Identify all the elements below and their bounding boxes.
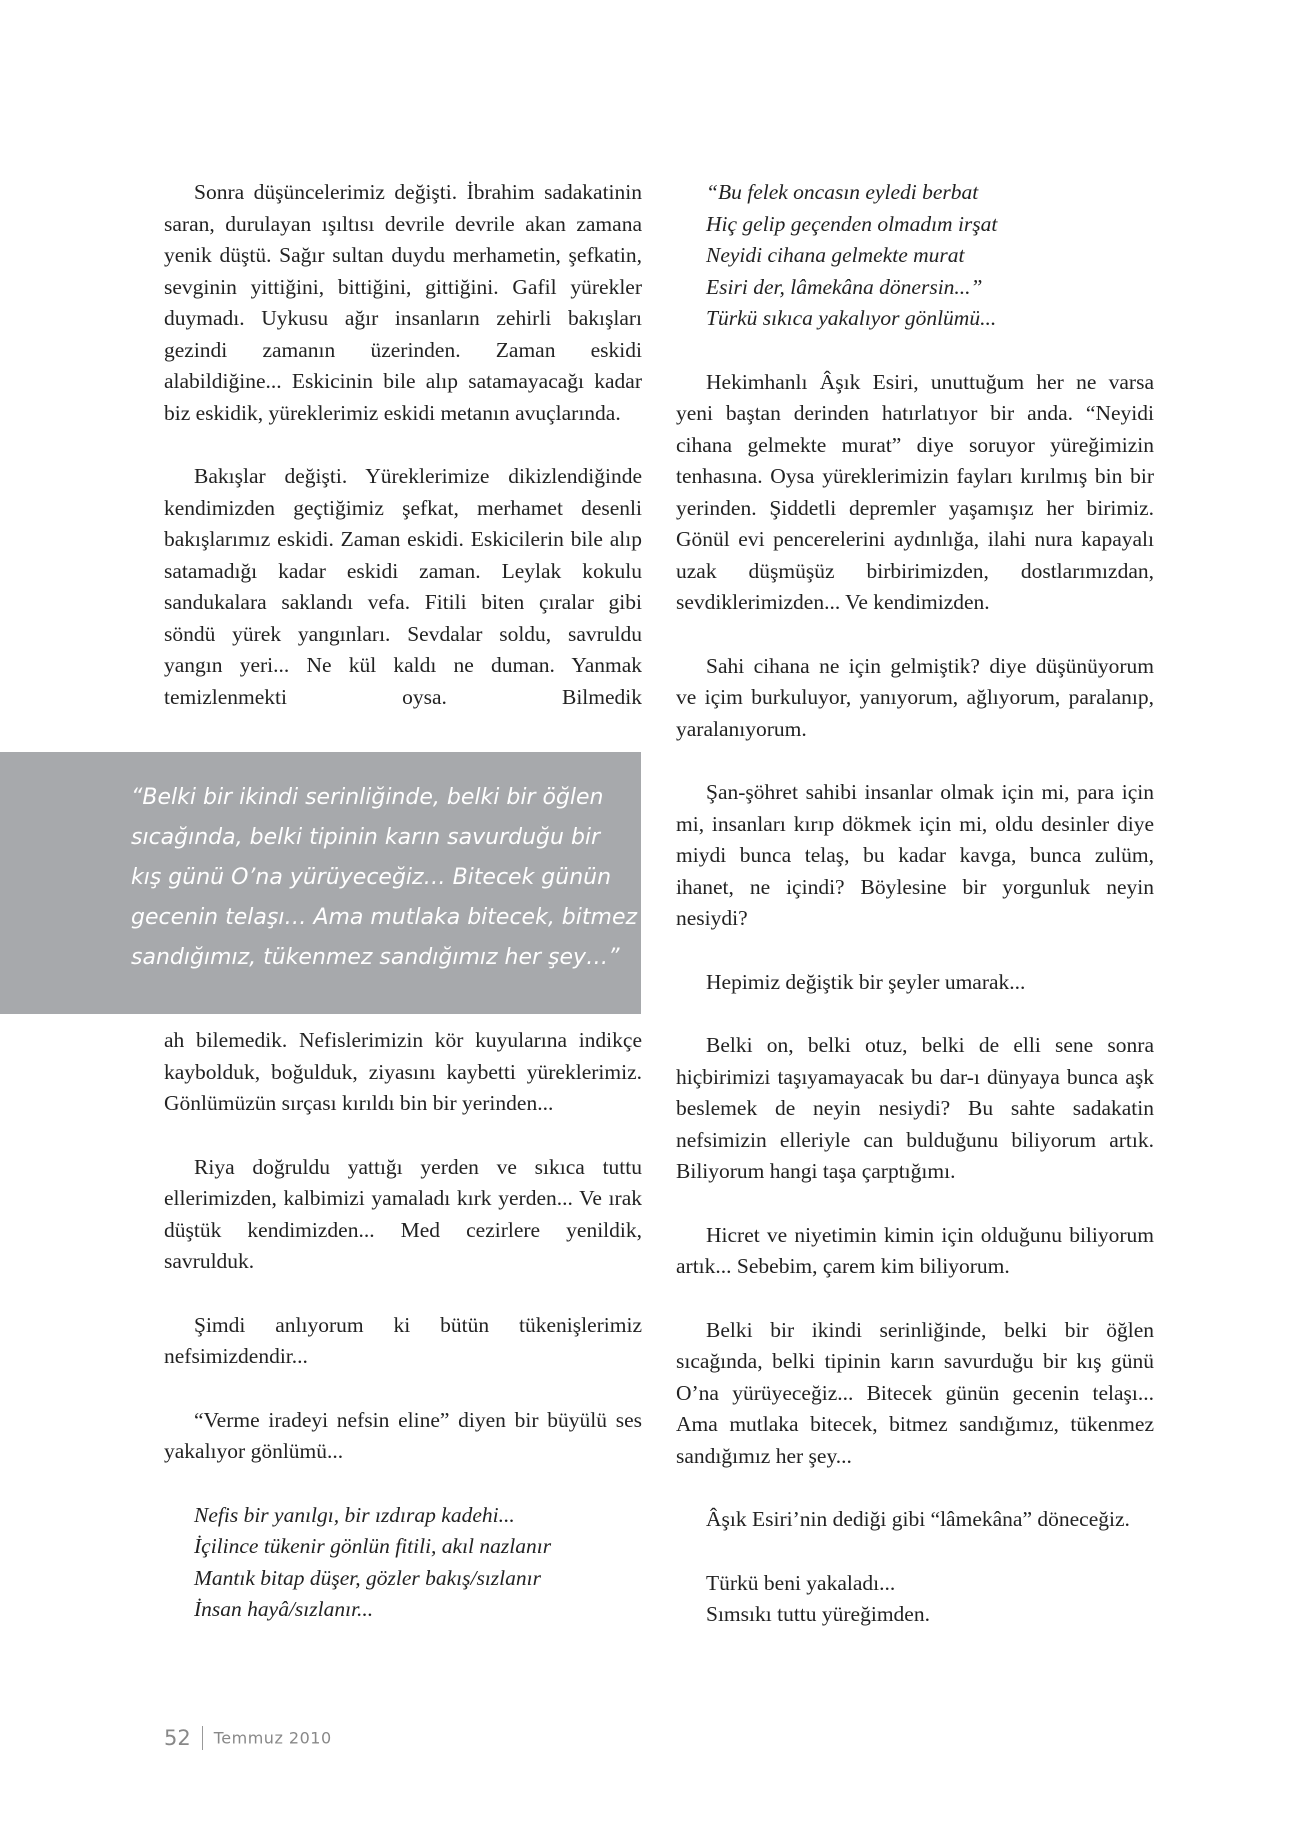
verse-line: “Bu felek oncasın eyledi berbat (706, 180, 979, 204)
poem-verse (676, 177, 1154, 335)
pull-quote-line: “Belki bir ikindi serinliğinde, belki bir öğlen (131, 785, 604, 810)
paragraph: Belki on, belki otuz, belki de elli sene sonra hiçbirimizi taşıyamayacak bu dar-ı dünyaya bunca aşk beslemek de neyin nesiydi? Bu sahte sadakatin nefsimizin elleriyle can bulduğunu biliyorum artık. Biliyorum hangi taşa çarptığımı. (676, 1033, 1154, 1183)
verse-line: Nefis bir yanılgı, bir ızdırap kadehi... (194, 1502, 515, 1527)
paragraph: Âşık Esiri’nin dediği gibi “lâmekâna” döneceğiz. (706, 1507, 1130, 1531)
verse-line: Türkü sıkıca yakalıyor gönlümü... (706, 306, 997, 330)
paragraph: Belki bir ikindi serinliğinde, belki bir öğlen sıcağında, belki tipinin karın savurduğu bir kış günü O’na yürüyeceğiz... Bitecek günün gecenin telaşı... Ama mutlaka bitecek, bitmez sandığımız, tükenmez sandığımız her şey... (676, 1317, 1154, 1468)
pull-quote (0, 752, 641, 1014)
pull-quote-line: sandığımız, tükenmez sandığımız her şey…” (131, 945, 620, 970)
paragraph: Hicret ve niyetimin kimin için olduğunu biliyorum artık... Sebebim, çarem kim biliyorum. (676, 1222, 1154, 1278)
left-column-bottom (164, 1025, 642, 1658)
paragraph: Riya doğruldu yattığı yerden ve sıkıca tuttu ellerimizden, kalbimizi yamaladı kırk yerden... Ve ırak düştük kendimizden... Med cezirlere yenildik, savrulduk. (164, 1154, 642, 1273)
pull-quote-line: gecenin telaşı… Ama mutlaka bitecek, bitmez (131, 905, 638, 930)
paragraph: Sonra düşüncelerimiz değişti. İbrahim sadakatinin saran, durulayan ışıltısı devrile devrile akan zamana yenik düştü. Sağır sultan duydu merhametin, şefkatin, sevginin yittiğini, bittiğini, gittiğini. Gafil yürekler duymadı. Uykusu ağır insanların zehirli bakışları gezindi zamanın üzerinden. Zaman eskidi alabildiğine... Eskicinin bile alıp satamayacağı kadar biz eskidik, yüreklerimiz eskidi metanın avuçlarında. (164, 180, 642, 425)
paragraph-continuation: ah bilemedik. Nefislerimizin kör kuyularına indikçe kaybolduk, boğulduk, ziyasını kaybetti yüreklerimiz. Gönlümüzün sırçası kırıldı bin bir yerinden... (164, 1028, 642, 1115)
verse-line: Neyidi cihana gelmekte murat (706, 243, 965, 267)
issue-date: Temmuz 2010 (213, 1728, 332, 1748)
verse-line: Hiç gelip geçenden olmadım irşat (706, 211, 998, 236)
paragraph: Şimdi anlıyorum ki bütün tükenişlerimiz nefsimizdendir... (164, 1312, 642, 1368)
verse-line: Mantık bitap düşer, gözler bakış/sızlanır (194, 1565, 541, 1590)
verse-line: Esiri der, lâmekâna dönersin...” (706, 274, 983, 299)
pull-quote-line: sıcağında, belki tipinin karın savurduğu bir (131, 825, 601, 850)
footer-divider (202, 1726, 203, 1750)
paragraph: Hekimhanlı Âşık Esiri, unuttuğum her ne varsa yeni baştan derinden hatırlatıyor bir anda. “Neyidi cihana gelmekte murat” diye soruyor yüreğimizin tenhasına. Oysa yüreklerimizin fayları kırılmış bin bir yerinden. Şiddetli depremler yaşamışız her birimiz. Gönül evi pencerelerini aydınlığa, ilahi nura kapayalı uzak düşmüşüz birbirimizden, dostlarımızdan, sevdiklerimizden... Ve kendimizden. (676, 369, 1154, 614)
page-number: 52 (164, 1726, 191, 1750)
verse-line: İnsan hayâ/sızlanır... (194, 1597, 374, 1621)
paragraph: “Verme iradeyi nefsin eline” diyen bir büyülü ses yakalıyor gönlümü... (164, 1407, 642, 1463)
closing-line: Sımsıkı tuttu yüreğimden. (706, 1602, 930, 1626)
poem-verse (164, 1500, 642, 1626)
right-column (676, 177, 1154, 1631)
closing-line: Türkü beni yakaladı... (706, 1570, 896, 1595)
pull-quote-line: kış günü O’na yürüyeceğiz… Bitecek günün (131, 865, 612, 890)
page-footer (164, 1726, 332, 1754)
paragraph: Şan-şöhret sahibi insanlar olmak için mi, para için mi, insanları kırıp dökmek için mi, oldu desinler diye miydi bunca telaş, bu kadar kavga, bunca zulüm, ihanet, ne içindi? Böylesine bir yorgunluk neyin nesiydi? (676, 780, 1154, 930)
paragraph: Sahi cihana ne için gelmiştik? diye düşünüyorum ve içim burkuluyor, yanıyorum, ağlıyorum, paralanıp, yaralanıyorum. (676, 653, 1154, 741)
closing-lines (676, 1568, 1154, 1631)
left-column-top (164, 177, 642, 713)
verse-line: İçilince tükenir gönlün fitili, akıl nazlanır (194, 1534, 552, 1558)
paragraph: Bakışlar değişti. Yüreklerimize dikizlendiğinde kendimizden geçtiğimiz şefkat, merhamet desenli bakışlarımız eskidi. Zaman eskidi. Eskicilerin bile alıp satamadığı kadar eskidi zaman. Leylak kokulu sandukalara saklandı vefa. Fitili biten çıralar gibi söndü yürek yangınları. Sevdalar soldu, savruldu yangın yeri... Ne kül kaldı ne duman. Yanmak temizlenmekti oysa. Bilmedik (164, 464, 642, 709)
paragraph: Hepimiz değiştik bir şeyler umarak... (706, 969, 1026, 994)
